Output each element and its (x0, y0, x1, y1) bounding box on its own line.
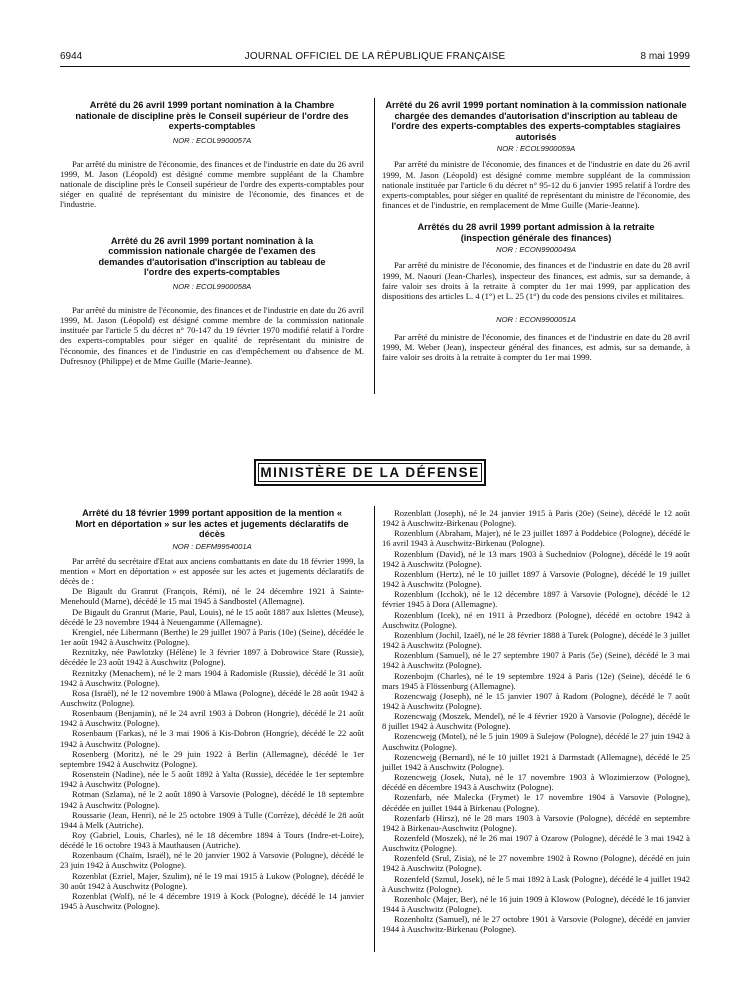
deportee-entry: Krengiel, née Libermann (Berthe) le 29 juillet 1907 à Paris (10e) (Seine), décédée le 1er août 1942 à Auschwitz (Pologne). (60, 626, 364, 648)
nor-reference: NOR : ECOL9900058A (172, 281, 252, 291)
deportee-entry: Rozenblum (Hertz), né le 10 juillet 1897 à Varsovie (Pologne), décédé le 19 juillet 1942 à Auschwitz (Pologne). (382, 568, 690, 590)
deportee-entry: Rozenblat (Ezriel, Majer, Szulim), né le 19 mai 1915 à Lukow (Pologne), décédé le 30 août 1942 à Auschwitz (Pologne). (60, 870, 364, 891)
column-divider-bottom (374, 506, 375, 952)
defense-right-column (382, 508, 690, 935)
top-left-column (60, 100, 364, 366)
article-admission-retraite (382, 222, 690, 301)
deportee-entry: De Bigault du Granrut (François, Rémi), né le 24 décembre 1921 à Sainte-Menehould (Marne), décédé le 15 mai 1945 à Sandbostel (Allemagne). (60, 586, 364, 607)
deportee-entry: Rozencwajg (Moszek, Mendel), né le 4 février 1920 à Varsovie (Pologne), décédé le 8 juillet 1942 à Auschwitz (Pologne). (382, 711, 690, 732)
page-number: 6944 (60, 51, 83, 62)
deportee-entry: Rozenholtz (Samuel), né le 27 octobre 1901 à Varsovie (Pologne), décédé en janvier 1944 à Auschwitz-Birkenau (Pologne). (382, 914, 690, 935)
article-commission-stagiaires (382, 100, 690, 210)
deportee-entry: Rozenbojm (Charles), né le 19 septembre 1924 à Paris (12e) (Seine), décédé le 6 mars 1945 à Flössenburg (Allemagne). (382, 670, 690, 691)
deportee-list-right (382, 508, 690, 935)
journal-title: JOURNAL OFFICIEL DE LA RÉPUBLIQUE FRANÇAISE (244, 51, 506, 62)
article-body: Par arrêté du ministre de l'économie, des finances et de l'industrie en date du 28 avril 1999, M. Weber (Jean), inspecteur général des finances, est admis, sur sa demande, à faire valoir ses droits à la retraite à compter du 1er mai 1999. (382, 331, 690, 363)
article-intro: Par arrêté du secrétaire d'Etat aux anciens combattants en date du 18 février 1999, la mention « Mort en déportation » est apposée sur les actes et jugements déclaratifs de décès de : (60, 555, 364, 587)
deportee-entry: Rozenblum (Samuel), né le 27 septembre 1907 à Paris (5e) (Seine), décédé le 3 mai 1942 à Auschwitz (Pologne). (382, 650, 690, 671)
article-body: Par arrêté du ministre de l'économie, des finances et de l'industrie en date du 26 avril 1999, M. Jason (Léopold) est désigné comme membre suppléant de la commission nationale instituée par l'article 6 du décret n° 95-12 du 6 janvier 1995 relatif à l'ordre des experts-comptables, pour siéger en qualité de représentant du ministre de l'économie, des finances et de l'industrie, en remplacement de Mme Guille (Marie-Jeanne). (382, 159, 690, 210)
deportee-entry: Rosenbaum (Benjamin), né le 24 avril 1903 à Dobron (Hongrie), décédé le 21 août 1942 à Auschwitz (Pologne). (60, 708, 364, 729)
article-title: Arrêté du 26 avril 1999 portant nomination à la commission nationale chargée de l'examen des demandes d'autorisation d'inscription au tableau de l'ordre des experts-comptables (98, 235, 326, 278)
deportee-entry: Rosenstein (Nadine), née le 5 août 1892 à Yalta (Russie), décédée le 1er septembre 1942 à Auschwitz (Pologne). (60, 769, 364, 790)
deportee-entry: De Bigault du Granrut (Marie, Paul, Louis), né le 15 août 1887 aux Islettes (Meuse), décédé le 23 novembre 1944 à Neuengamme (Allemagne). (60, 606, 364, 627)
deportee-entry: Rozenbaum (Chaïm, Israël), né le 20 janvier 1902 à Varsovie (Pologne), décédé le 23 juin 1942 à Auschwitz (Pologne). (60, 850, 364, 871)
deportee-entry: Rozenfarb (Hirsz), né le 28 mars 1903 à Varsovie (Pologne), décédé en septembre 1942 à Birkenau-Auschwitz (Pologne). (382, 812, 690, 833)
article-title: Arrêtés du 28 avril 1999 portant admission à la retraite (inspection générale des finances) (417, 222, 655, 243)
page-header (60, 51, 690, 65)
article-title: Arrêté du 26 avril 1999 portant nomination à la commission nationale chargée des demandes d'autorisation d'inscription au tableau de l'ordre des experts-comptables des experts-comptables stagiaires autorisés (385, 100, 687, 142)
deportee-list-left (60, 586, 364, 911)
defense-left-column (60, 508, 364, 911)
deportee-entry: Rozencwajg (Joseph), né le 15 janvier 1907 à Radom (Pologne), décédé le 7 août 1942 à Auschwitz (Pologne). (382, 690, 690, 711)
nor-reference: NOR : ECON9900051A (496, 314, 576, 324)
article-retraite-weber (382, 315, 690, 362)
deportee-entry: Rozenblum (Abraham, Majer), né le 23 juillet 1897 à Poddebice (Pologne), décédé le 16 avril 1943 à Auschwitz-Birkenau (Pologne). (382, 528, 690, 549)
article-body: Par arrêté du ministre de l'économie, des finances et de l'industrie en date du 28 avril 1999, M. Naouri (Jean-Charles), inspecteur des finances, est admis, sur sa demande, à faire valoir ses droits à la retraite à compter du 1er mai 1999, par application des dispositions des articles L. 4 (1°) et L. 25 (1°) du code des pensions civiles et militaires. (382, 260, 690, 301)
deportee-entry: Rozencwejg (Josek, Nuta), né le 17 novembre 1903 à Wlozimierzow (Pologne), décédé en décembre 1943 à Auschwitz (Pologne). (382, 772, 690, 793)
issue-date: 8 mai 1999 (640, 51, 690, 62)
deportee-entry: Rozenblatt (Joseph), né le 24 janvier 1915 à Paris (20e) (Seine), décédé le 12 août 1942 à Auschwitz-Birkenau (Pologne). (382, 508, 690, 529)
nor-reference: NOR : ECON9900049A (496, 245, 576, 255)
deportee-entry: Reznitzky (Menachem), né le 2 mars 1904 à Radomisle (Russie), décédé le 31 août 1942 à Auschwitz (Pologne). (60, 667, 364, 688)
deportee-entry: Rozenfeld (Srul, Zisia), né le 27 novembre 1902 à Rowno (Pologne), décédé en juin 1942 à Auschwitz (Pologne). (382, 853, 690, 874)
deportee-entry: Roy (Gabriel, Louis, Charles), né le 18 décembre 1894 à Tours (Indre-et-Loire), décédé le 16 octobre 1943 à Mauthausen (Autriche). (60, 830, 364, 851)
nor-reference: NOR : DEFM9954001A (172, 541, 252, 551)
article-body: Par arrêté du ministre de l'économie, des finances et de l'industrie en date du 26 avril 1999, M. Jason (Léopold) est désigné comme membre suppléant de la Chambre nationale de discipline près le Conseil supérieur de l'ordre des experts-comptables pour siéger en qualité de représentant du ministre de l'économie, des finances et de l'industrie. (60, 158, 364, 210)
deportee-entry: Rosenbaum (Farkas), né le 3 mai 1906 à Kis-Dobron (Hongrie), décédé le 22 août 1942 à Auschwitz (Pologne). (60, 728, 364, 749)
deportee-entry: Rosenberg (Moritz), né le 29 juin 1922 à Berlin (Allemagne), décédé le 1er septembre 1942 à Auschwitz (Pologne). (60, 748, 364, 769)
deportee-entry: Reznitzky, née Pawlotzky (Hélène) le 3 février 1897 à Dobrowice Stare (Russie), décédée le 23 août 1942 à Auschwitz (Pologne). (60, 647, 364, 668)
deportee-entry: Rozenblum (Icchok), né le 12 décembre 1897 à Varsovie (Pologne), décédé le 12 février 1945 à Dora (Allemagne). (382, 589, 690, 610)
deportee-entry: Rozenblum (Icek), né en 1911 à Przedborz (Pologne), décédé en octobre 1942 à Auschwitz (Pologne). (382, 609, 690, 630)
article-body: Par arrêté du ministre de l'économie, des finances et de l'industrie en date du 26 avril 1999, M. Jason (Léopold) est désigné comme membre de la commission nationale instituée par l'article 5 du décret n° 70-147 du 19 février 1970 modifié relatif à l'ordre des experts-comptables pour siéger en qualité de représentant du ministre de l'économie, des finances et de l'industrie en cas d'empêchement ou d'absence de M. Dufresnoy (Philippe) et de Mme Guille (Marie-Jeanne). (60, 304, 364, 366)
nor-reference: NOR : ECOL9900057A (172, 135, 252, 145)
article-commission-examen (60, 236, 364, 366)
deportee-entry: Roussarie (Jean, Henri), né le 25 octobre 1909 à Tulle (Corrèze), décédé le 28 août 1944 à Melk (Autriche). (60, 809, 364, 830)
article-title: Arrêté du 18 février 1999 portant apposition de la mention « Mort en déportation » sur les actes et jugements déclaratifs de décès (75, 508, 349, 540)
deportee-entry: Rozenholc (Majer, Ber), né le 16 juin 1909 à Klowow (Pologne), décédé le 16 janvier 1944 à Auschwitz (Pologne). (382, 893, 690, 915)
deportee-entry: Rozenfarb, née Malecka (Frymet) le 17 novembre 1904 à Varsovie (Pologne), décédée en juillet 1944 à Birkenau (Pologne). (382, 792, 690, 813)
deportee-entry: Rozenfeld (Szmul, Josek), né le 5 mai 1892 à Lask (Pologne), décédé le 4 juillet 1942 à Auschwitz (Pologne). (382, 873, 690, 894)
deportee-entry: Rosa (Israël), né le 12 novembre 1900 à Mlawa (Pologne), décédé le 28 août 1942 à Auschwitz (Pologne). (60, 687, 364, 708)
deportee-entry: Rozenfeld (Moszek), né le 26 mai 1907 à Ozarow (Pologne), décédé le 3 mai 1942 à Auschwitz (Pologne). (382, 833, 690, 854)
ministry-heading: MINISTÈRE DE LA DÉFENSE (260, 465, 480, 480)
deportee-entry: Rozencwejg (Motel), né le 5 juin 1909 à Sulejow (Pologne), décédé le 27 juin 1942 à Auschwitz (Pologne). (382, 731, 690, 752)
column-divider-top (374, 98, 375, 394)
ministry-heading-box (254, 459, 486, 486)
deportee-entry: Rotman (Szlama), né le 2 août 1890 à Varsovie (Pologne), décédé le 18 septembre 1942 à Auschwitz (Pologne). (60, 789, 364, 810)
article-title: Arrêté du 26 avril 1999 portant nomination à la Chambre nationale de discipline près le Conseil supérieur de l'ordre des experts-comptables (75, 100, 349, 132)
top-right-column (382, 100, 690, 362)
nor-reference: NOR : ECOL9900059A (496, 144, 576, 154)
article-chambre-discipline (60, 100, 364, 210)
deportee-entry: Rozencwejg (Bernard), né le 10 juillet 1921 à Darmstadt (Allemagne), décédé le 25 juillet 1942 à Auschwitz (Pologne). (382, 751, 690, 772)
deportee-entry: Rozenblat (Wolf), né le 4 décembre 1919 à Kock (Pologne), décédé le 14 janvier 1945 à Auschwitz (Pologne). (60, 890, 364, 912)
deportee-entry: Rozenblum (David), né le 13 mars 1903 à Suchedniov (Pologne), décédé le 19 août 1942 à Auschwitz (Pologne). (382, 548, 690, 569)
header-rule (60, 66, 690, 67)
deportee-entry: Rozenblum (Jochil, Izaël), né le 28 février 1888 à Turek (Pologne), décédé le 3 juillet 1942 à Auschwitz (Pologne). (382, 629, 690, 651)
